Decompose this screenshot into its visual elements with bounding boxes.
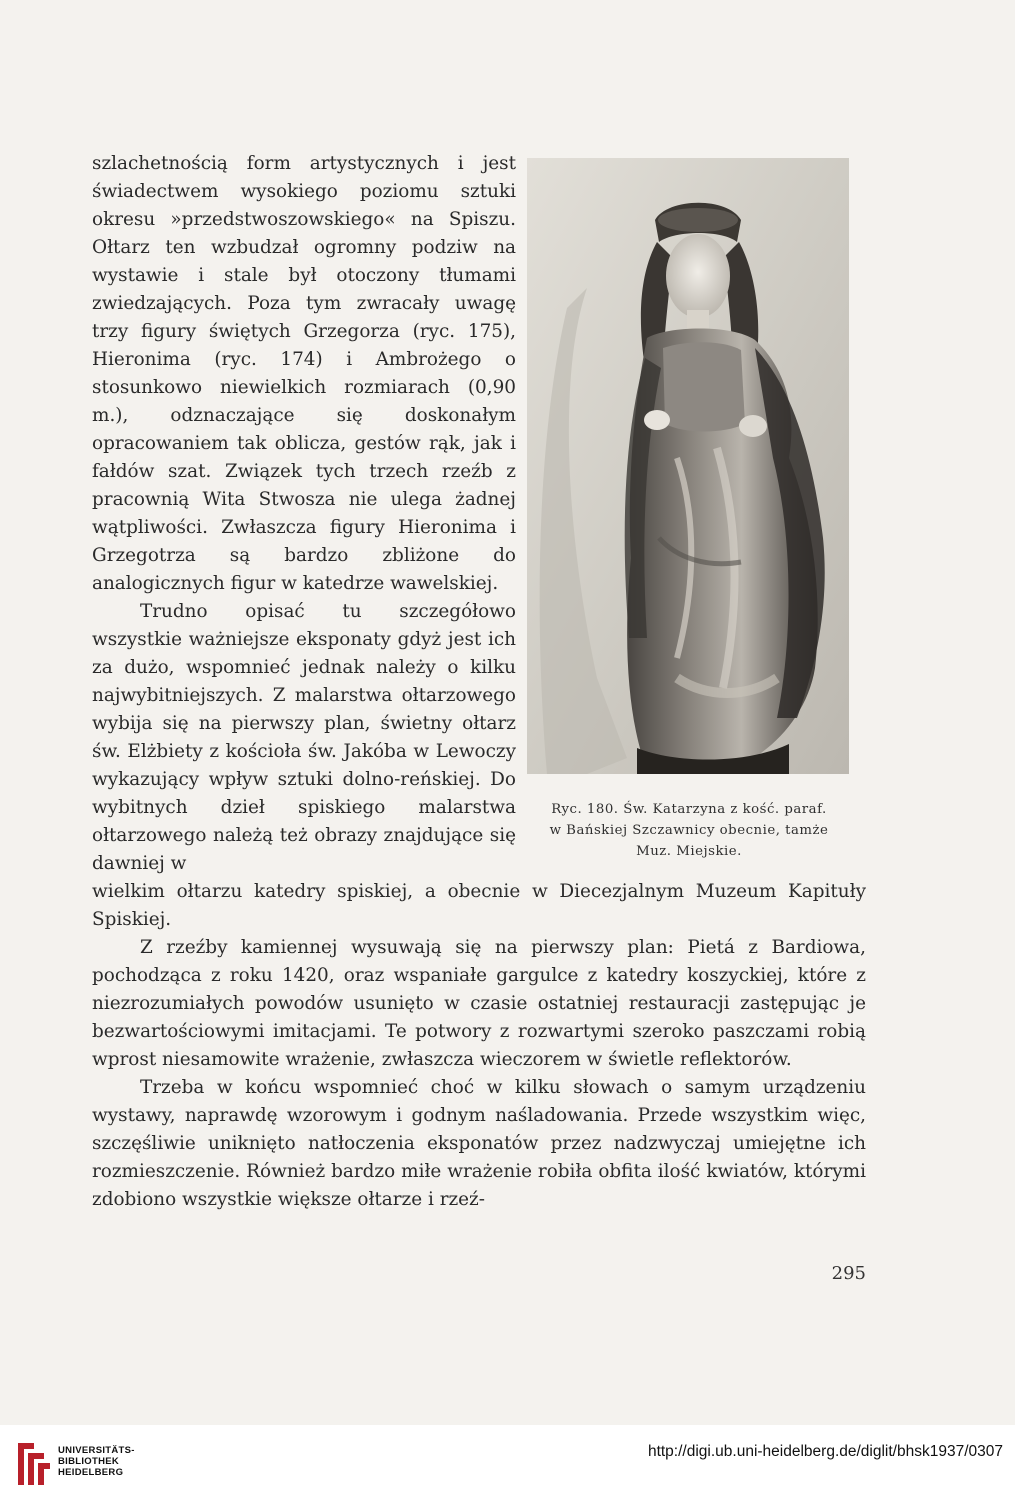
paragraph: Trudno opisać tu szczegółowo wszystkie ważniejsze eksponaty gdyż jest ich za dużo, wspomnieć jednak należy o kilku najwybitniejszych. Z malarstwa ołtarzowego wybija się na pierwszy plan, świetny ołtarz św. Elżbiety z kościoła św. Jakóba w Lewoczy wykazujący wpływ sztuki dolno-reńskiej. Do wybitnych dzieł spiskiego malarstwa ołtarzowego należą też obrazy znajdujące się dawniej w	[92, 601, 516, 874]
caption-line: Ryc. 180. Św. Katarzyna z kość. paraf.	[551, 802, 827, 817]
caption-line: w Bańskiej Szczawnicy obecnie, tamże	[549, 823, 829, 838]
paragraph: szlachetnością form artystycznych i jest świadectwem wysokiego poziomu sztuki okresu »przedstwoszowskiego« na Spiszu. Ołtarz ten wzbudzał ogromny podziw na wystawie i stale był otoczony tłumami zwiedzających. Poza tym zwracały uwagę trzy figury świętych Grzegorza (ryc. 175), Hieronima (ryc. 174) i Ambrożego o stosunkowo niewielkich rozmiarach (0,90 m.), odznaczające się doskonałym opracowaniem tak oblicza, gestów rąk, jak i fałdów szat. Związek tych trzech rzeźb z pracownią Wita Stwosza nie ulega żadnej wątpliwości. Zwłaszcza figury Hieronima i Grzegotrza są bardzo zbliżone do analogicznych figur w katedrze wawelskiej.	[92, 153, 516, 594]
caption-line: Muz. Miejskie.	[636, 844, 742, 859]
library-name: UNIVERSITÄTS- BIBLIOTHEK HEIDELBERG	[58, 1445, 135, 1478]
university-library-logo-icon	[14, 1439, 52, 1489]
paragraph: Z rzeźby kamiennej wysuwają się na pierwszy plan: Pietá z Bardiowa, pochodząca z roku 1420, oraz wspaniałe gargulce z katedry koszyckiej, które z niezrozumiałych powodów usunięto w czasie ostatniej restauracji zastępując je bezwartościowymi imitacjami. Te potwory z rozwartymi szeroko paszczami robią wprost niesamowite wrażenie, zwłaszcza wieczorem w świetle reflektorów.	[92, 937, 866, 1070]
footer-bar	[0, 1425, 1015, 1504]
full-width-text	[92, 878, 866, 1214]
page-number: 295	[831, 1263, 866, 1284]
statue-illustration	[527, 158, 849, 774]
left-column-text	[92, 150, 516, 878]
source-url-link[interactable]: http://digi.ub.uni-heidelberg.de/diglit/bhsk1937/0307	[647, 1443, 1003, 1460]
paragraph: Trzeba w końcu wspomnieć choć w kilku słowach o samym urządzeniu wystawy, naprawdę wzorowym i godnym naśladowania. Przede wszystkim więc, szczęśliwie uniknięto natłoczenia eksponatów przez nadzwyczaj umiejętne ich rozmieszczenie. Również bardzo miłe wrażenie robiła obfita ilość kwiatów, którymi zdobiono wszystkie większe ołtarze i rzeź-	[92, 1077, 866, 1210]
figure-caption	[524, 799, 854, 862]
paragraph: wielkim ołtarzu katedry spiskiej, a obecnie w Diecezjalnym Muzeum Kapituły Spiskiej.	[92, 881, 866, 930]
figure-photo-st-catherine	[527, 158, 849, 774]
